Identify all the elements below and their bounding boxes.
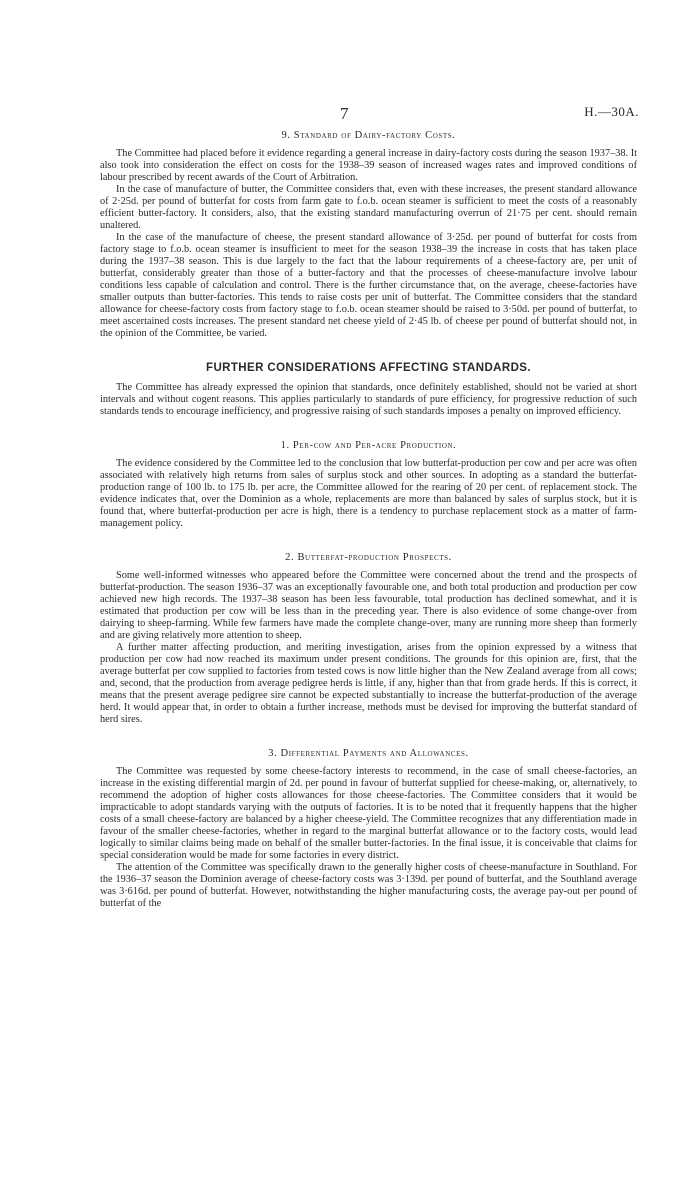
section-heading: 1. Per-cow and Per-acre Production. — [280, 440, 457, 451]
document-page — [100, 104, 637, 910]
paragraph: A further matter affecting production, and meriting investigation, arises from the opinion expressed by a witness that production per cow had now reached its maximum under present conditions. The grounds for this opinion are, first, that the average butterfat per cow supplied to factories from tested cows is now little higher than the New Zealand average from all cows; and, second, that the production from average pedigree herds is little, if any, higher than that from grade herds. If this is correct, it means that the present average pedigree sire cannot be expected substantially to increase the butterfat-production of the average herd. It would appear that, in order to obtain a further increase, methods must be devised for improving the butterfat standard of herd sires. — [100, 642, 637, 725]
paragraph: The attention of the Committee was specifically drawn to the generally higher costs of cheese-manufacture in Southland. For the 1936–37 season the Dominion average of cheese-factory costs was 3·139d. per pound of butterfat, and the Southland average was 3·616d. per pound of butterfat. However, notwithstanding the higher manufacturing costs, the average pay-out per pound of butterfat of the — [100, 862, 637, 909]
section-production-prospects — [100, 552, 637, 726]
paragraph: The evidence considered by the Committee led to the conclusion that low butterfat-production per cow and per acre was often associated with relatively high returns from sales of surplus stock and other sources. In adopting as a standard the butterfat-production range of 100 lb. to 175 lb. per acre, the Committee allowed for the rearing of 20 per cent. of replacement stock. The evidence indicates that, over the Dominion as a whole, replacements are more than balanced by sales of surplus stock, but it is found that, where butterfat-production per acre is high, there is a tendency to purchase replacement stock as a matter of farm-management policy. — [100, 458, 637, 529]
paragraph: The Committee was requested by some cheese-factory interests to recommend, in the case of small cheese-factories, an increase in the existing differential margin of 2d. per pound in favour of butterfat supplied for cheese-making, or, alternatively, to recommend the adoption of higher costs allowances for those cheese-factories. The Committee considers that it would be impracticable to adopt standards varying with the outputs of factories. It is to be noted that it frequently happens that the higher costs of a small cheese-factory are balanced by a higher cheese-yield. The Committee recognizes that any differentiation made in favour of the smaller cheese-factories, whether in regard to the marginal butterfat allowance or to the factory costs, would lead logically to similar claims being made on behalf of the smaller butter-factories. In the final issue, it is conceivable that claims for special consideration would be made for some factories in every district. — [100, 766, 637, 861]
document-reference: H.—30A. — [584, 104, 639, 119]
paragraph: The Committee has already expressed the opinion that standards, once definitely established, should not be varied at short intervals and without cogent reasons. This applies particularly to standards of pure efficiency, for progressive reduction of such standards tends to encourage inefficiency, and progressive raising of such standards imposes a penalty on improved efficiency. — [100, 382, 637, 417]
page-header — [100, 104, 637, 130]
section-dairy-factory-costs — [100, 130, 637, 340]
paragraph: Some well-informed witnesses who appeared before the Committee were concerned about the trend and the prospects of butterfat-production. The season 1936–37 was an exceptionally favourable one, and both total production and production per cow achieved new high records. The 1937–38 season has been less favourable, total production has declined somewhat, and it is estimated that production per cow will be less than in the preceding year. There is also evidence of some change-over from dairying to sheep-farming. While few farmers have made the complete change-over, many are running more sheep than formerly and are giving relatively more attention to sheep. — [100, 570, 637, 641]
paragraph: In the case of the manufacture of cheese, the present standard allowance of 3·25d. per pound of butterfat for costs from factory stage to f.o.b. ocean steamer is insufficient to meet for the season 1938–39 the increase in costs that has taken place during the 1937–38 season. This is due largely to the fact that the labour requirements of a cheese-factory are, per unit of butterfat, considerably greater than those of a butter-factory and that the processes of cheese-manufacture involve labour conditions less capable of calculation and control. There is the further circumstance that, on the average, cheese-factories have smaller outputs than butter-factories. This tends to raise costs per unit of butterfat. The Committee considers that the standard allowance for cheese-factory costs from factory stage to f.o.b. ocean steamer should be raised to 3·50d. per pound of butterfat, to meet ascertained costs increases. The present standard net cheese yield of 2·45 lb. of cheese per pound of butterfat should not, in the opinion of the Committee, be varied. — [100, 232, 637, 339]
section-per-cow-production — [100, 440, 637, 530]
paragraph: The Committee had placed before it evidence regarding a general increase in dairy-factory costs during the season 1937–38. It also took into consideration the effect on costs for the 1938–39 season of increased wages rates and improved conditions of labour prescribed by recent awards of the Court of Arbitration. — [100, 148, 637, 183]
main-heading: FURTHER CONSIDERATIONS AFFECTING STANDARDS. — [206, 362, 531, 374]
section-differential-payments — [100, 748, 637, 910]
section-heading: 3. Differential Payments and Allowances. — [268, 748, 469, 759]
section-heading: 9. Standard of Dairy-factory Costs. — [281, 130, 456, 141]
paragraph: In the case of manufacture of butter, the Committee considers that, even with these increases, the present standard allowance of 2·25d. per pound of butterfat for costs from farm gate to f.o.b. ocean steamer is sufficient to meet the costs of a reasonably efficient butter-factory. It considers, also, that the existing standard manufacturing overrun of 21·75 per cent. should remain unaltered. — [100, 184, 637, 231]
page-number: 7 — [340, 104, 349, 123]
section-further-considerations — [100, 362, 637, 418]
section-heading: 2. Butterfat-production Prospects. — [285, 552, 452, 563]
